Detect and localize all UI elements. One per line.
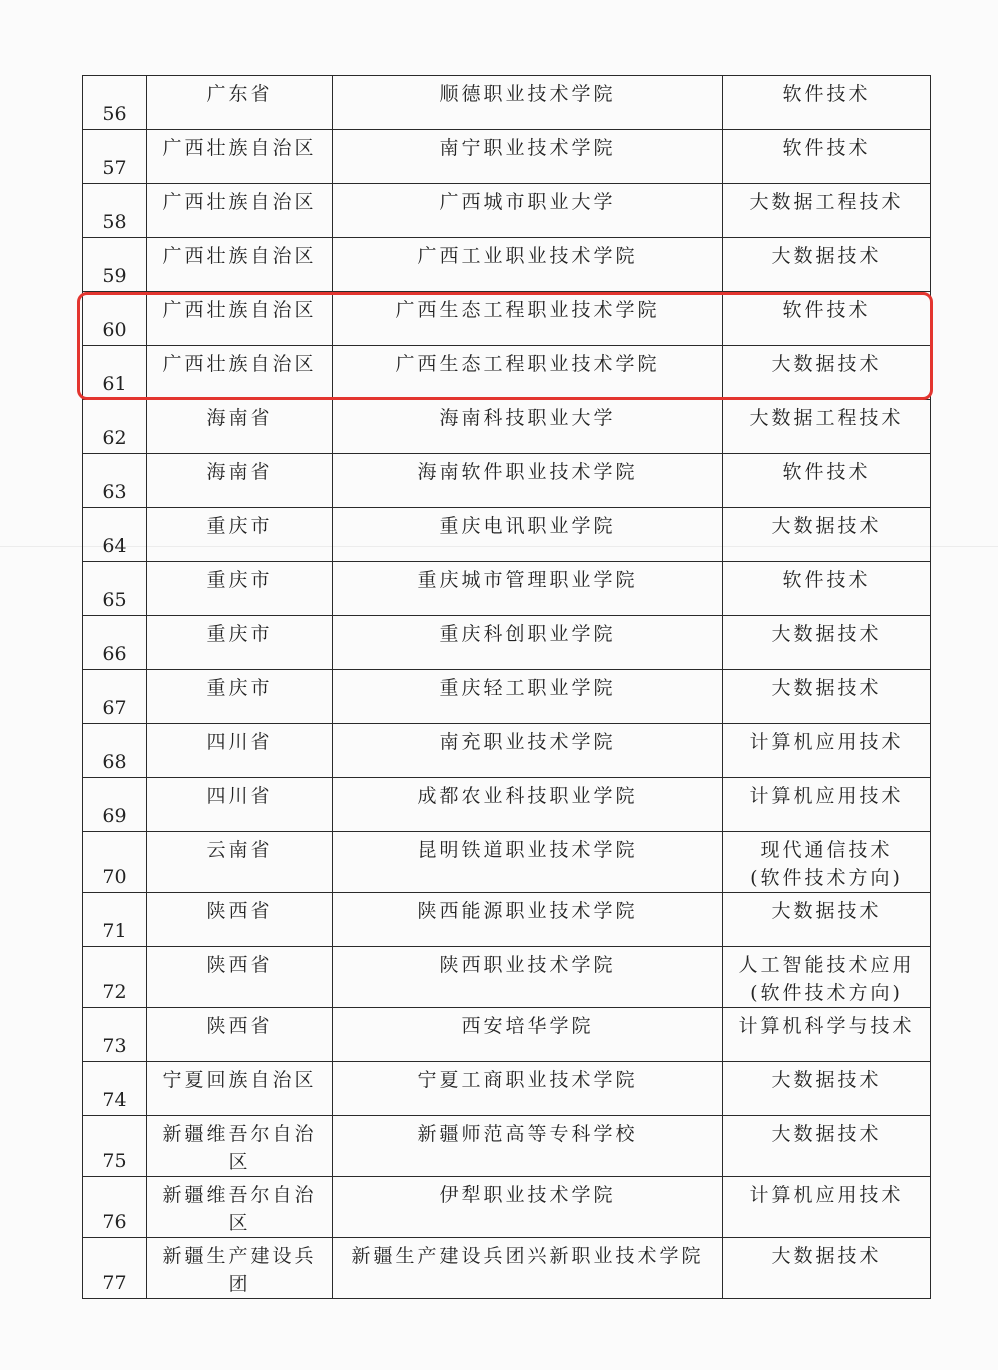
major-cell: 大数据技术 [723,1238,931,1299]
province-cell: 广西壮族自治区 [147,346,333,400]
row-number-cell: 74 [83,1062,147,1116]
schools-table [82,75,931,1299]
row-number-cell: 58 [83,184,147,238]
province-cell: 新疆维吾尔自治 区 [147,1177,333,1238]
school-cell: 南宁职业技术学院 [333,130,723,184]
major-cell: 软件技术 [723,76,931,130]
province-cell: 重庆市 [147,616,333,670]
table-row [83,724,931,778]
row-number-cell: 66 [83,616,147,670]
major-cell: 大数据技术 [723,346,931,400]
row-number-cell: 67 [83,670,147,724]
school-cell: 广西生态工程职业技术学院 [333,346,723,400]
table-row [83,616,931,670]
row-number-cell: 59 [83,238,147,292]
school-cell: 西安培华学院 [333,1008,723,1062]
row-number-cell: 56 [83,76,147,130]
province-cell: 宁夏回族自治区 [147,1062,333,1116]
province-cell: 四川省 [147,724,333,778]
school-cell: 陕西能源职业技术学院 [333,893,723,947]
table-row [83,947,931,1008]
province-cell: 重庆市 [147,562,333,616]
row-number-cell: 65 [83,562,147,616]
major-cell: 大数据技术 [723,1116,931,1177]
school-cell: 宁夏工商职业技术学院 [333,1062,723,1116]
row-number-cell: 77 [83,1238,147,1299]
table-row [83,346,931,400]
major-cell: 大数据技术 [723,1062,931,1116]
school-cell: 重庆电讯职业学院 [333,508,723,562]
province-cell: 广西壮族自治区 [147,292,333,346]
row-number-cell: 71 [83,893,147,947]
school-cell: 南充职业技术学院 [333,724,723,778]
school-cell: 广西工业职业技术学院 [333,238,723,292]
school-cell: 海南软件职业技术学院 [333,454,723,508]
province-cell: 广西壮族自治区 [147,184,333,238]
major-cell: 计算机科学与技术 [723,1008,931,1062]
major-cell: 大数据技术 [723,616,931,670]
major-cell: 软件技术 [723,562,931,616]
major-cell: 大数据技术 [723,893,931,947]
row-number-cell: 70 [83,832,147,893]
table-row [83,1177,931,1238]
province-cell: 陕西省 [147,893,333,947]
table-row [83,1062,931,1116]
table-row [83,400,931,454]
school-cell: 广西生态工程职业技术学院 [333,292,723,346]
major-cell: 计算机应用技术 [723,778,931,832]
province-cell: 海南省 [147,454,333,508]
major-cell: 计算机应用技术 [723,724,931,778]
province-cell: 重庆市 [147,670,333,724]
schools-table-body [83,76,931,1299]
table-row [83,893,931,947]
row-number-cell: 57 [83,130,147,184]
row-number-cell: 64 [83,508,147,562]
province-cell: 广西壮族自治区 [147,130,333,184]
row-number-cell: 60 [83,292,147,346]
school-cell: 新疆生产建设兵团兴新职业技术学院 [333,1238,723,1299]
major-cell: 软件技术 [723,130,931,184]
table-row [83,454,931,508]
school-cell: 重庆轻工职业学院 [333,670,723,724]
province-cell: 重庆市 [147,508,333,562]
province-cell: 四川省 [147,778,333,832]
major-cell: 大数据工程技术 [723,184,931,238]
table-row [83,76,931,130]
school-cell: 广西城市职业大学 [333,184,723,238]
table-row [83,238,931,292]
table-row [83,1008,931,1062]
province-cell: 新疆维吾尔自治 区 [147,1116,333,1177]
school-cell: 陕西职业技术学院 [333,947,723,1008]
row-number-cell: 76 [83,1177,147,1238]
major-cell: 大数据技术 [723,670,931,724]
table-row [83,1116,931,1177]
school-cell: 新疆师范高等专科学校 [333,1116,723,1177]
table-row [83,184,931,238]
row-number-cell: 72 [83,947,147,1008]
major-cell: 软件技术 [723,292,931,346]
school-cell: 海南科技职业大学 [333,400,723,454]
school-cell: 昆明铁道职业技术学院 [333,832,723,893]
province-cell: 广西壮族自治区 [147,238,333,292]
row-number-cell: 63 [83,454,147,508]
major-cell: 人工智能技术应用 (软件技术方向) [723,947,931,1008]
row-number-cell: 62 [83,400,147,454]
province-cell: 海南省 [147,400,333,454]
table-row [83,778,931,832]
school-cell: 重庆科创职业学院 [333,616,723,670]
table-row [83,292,931,346]
table-row [83,1238,931,1299]
table-row [83,670,931,724]
row-number-cell: 73 [83,1008,147,1062]
major-cell: 大数据技术 [723,508,931,562]
school-cell: 顺德职业技术学院 [333,76,723,130]
province-cell: 广东省 [147,76,333,130]
school-cell: 重庆城市管理职业学院 [333,562,723,616]
table-row [83,562,931,616]
province-cell: 云南省 [147,832,333,893]
table-row [83,508,931,562]
row-number-cell: 61 [83,346,147,400]
school-cell: 伊犁职业技术学院 [333,1177,723,1238]
major-cell: 计算机应用技术 [723,1177,931,1238]
major-cell: 软件技术 [723,454,931,508]
table-row [83,130,931,184]
school-cell: 成都农业科技职业学院 [333,778,723,832]
row-number-cell: 68 [83,724,147,778]
major-cell: 现代通信技术 (软件技术方向) [723,832,931,893]
province-cell: 新疆生产建设兵 团 [147,1238,333,1299]
province-cell: 陕西省 [147,1008,333,1062]
major-cell: 大数据技术 [723,238,931,292]
province-cell: 陕西省 [147,947,333,1008]
major-cell: 大数据工程技术 [723,400,931,454]
table-row [83,832,931,893]
row-number-cell: 69 [83,778,147,832]
row-number-cell: 75 [83,1116,147,1177]
